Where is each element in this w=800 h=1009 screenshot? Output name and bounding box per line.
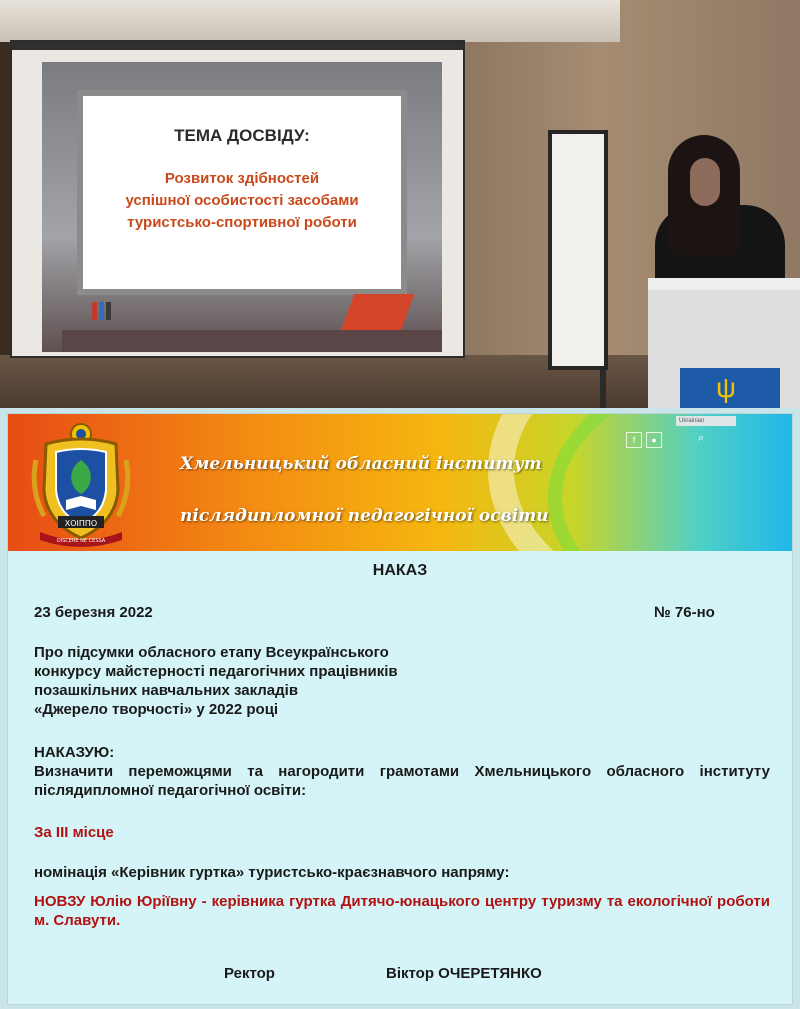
podium-top (648, 278, 800, 290)
slide-title: ТЕМА ДОСВІДУ: (174, 126, 310, 145)
order-document (0, 408, 800, 1009)
ceiling (0, 0, 620, 42)
language-select[interactable]: Ukrainian (676, 416, 736, 426)
whiteboard (548, 130, 608, 370)
search-icon[interactable]: ⌕ (698, 432, 705, 444)
order-word: НАКАЗУЮ: (34, 744, 115, 761)
order-number: № 76-но (654, 604, 715, 621)
subject-line: «Джерело творчості» у 2022 році (34, 701, 279, 718)
screen-bar (12, 42, 463, 50)
decree-text: Визначити переможцями та нагородити грамотами Хмельницького обласного інституту післядипломної педагогічної освіти: (34, 763, 770, 799)
slide-board (77, 90, 407, 295)
winner-text: НОВЗУ Юлію Юріївну - керівника гуртка Дитячо-юнацького центру туризму та екологічної роботи м. Славути. (34, 893, 770, 929)
slide-line: успішної особистості засобами (125, 192, 359, 209)
nomination-text: номінація «Керівник гуртка» туристсько-краєзнавчого напряму: (34, 864, 510, 881)
laptop-icon (340, 294, 415, 334)
order-subject (34, 643, 554, 719)
slide-subtitle (93, 168, 391, 234)
projection-screen (10, 40, 465, 358)
slide-line: туристсько-спортивної роботи (127, 214, 357, 231)
speaker-face (690, 158, 720, 206)
signature-name: Віктор ОЧЕРЕТЯНКО (386, 965, 542, 982)
institute-banner (8, 414, 793, 551)
presentation-slide (42, 62, 442, 352)
markers-icon (92, 302, 116, 322)
subject-line: конкурсу майстерності педагогічних працівників (34, 663, 398, 680)
desk (62, 330, 442, 352)
subject-line: Про підсумки обласного етапу Всеукраїнського (34, 644, 389, 661)
banner-title-line-1: Хмельницький обласний інститут (180, 454, 542, 474)
signature-title: Ректор (224, 965, 275, 982)
banner-title-line-2: післядипломної педагогічної освіти (180, 506, 549, 526)
conference-photo (0, 0, 800, 408)
facebook-icon[interactable]: f (626, 432, 642, 448)
institute-crest-icon (26, 420, 136, 548)
document-page (7, 413, 793, 1005)
subject-line: позашкільних навчальних закладів (34, 682, 299, 699)
ukraine-trident-icon: ψ (716, 372, 736, 403)
svg-text:ХОІППО: ХОІППО (64, 519, 98, 528)
banner-swirl (548, 414, 793, 551)
award-place: За ІІІ місце (34, 824, 114, 841)
order-date: 23 березня 2022 (34, 604, 153, 621)
share-icon[interactable]: ● (646, 432, 662, 448)
svg-text:DISCERE NE CESSA: DISCERE NE CESSA (56, 538, 106, 544)
slide-line: Розвиток здібностей (164, 170, 320, 187)
order-heading: НАКАЗ (372, 562, 428, 579)
